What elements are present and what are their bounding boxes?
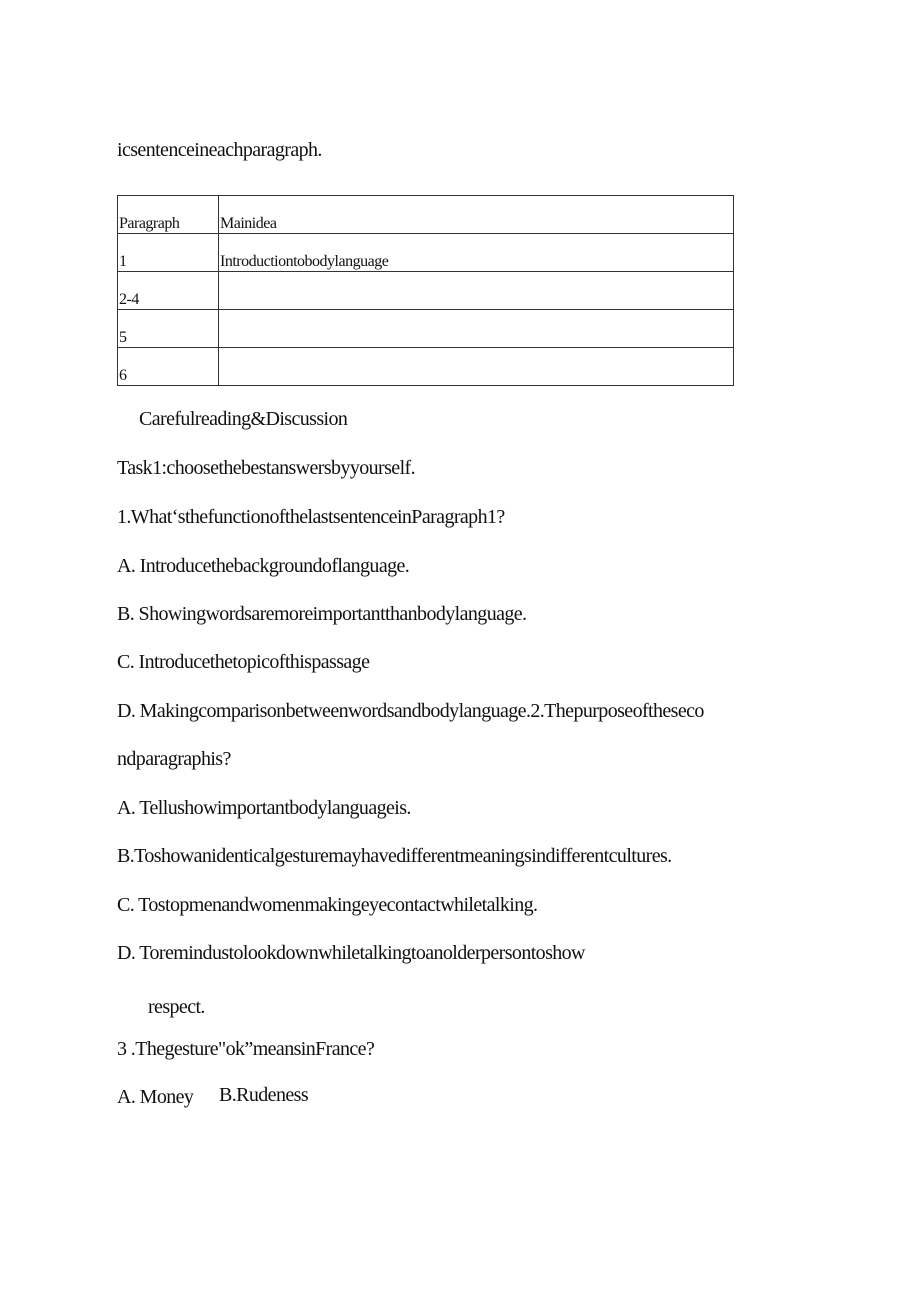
q2-option-d[interactable]: D. Toremindustolookdownwhiletalkingtoanolderpersontoshow	[117, 942, 585, 964]
cell-main-idea[interactable]	[219, 272, 734, 310]
section-heading: Carefulreading&Discussion	[139, 408, 348, 430]
table-row	[118, 234, 734, 272]
q1-option-a[interactable]: A. Introducethebackgroundoflanguage.	[117, 555, 410, 577]
header-paragraph: Paragraph	[118, 196, 219, 234]
q2-option-c[interactable]: C. Tostopmenandwomenmakingeyecontactwhiletalking.	[117, 894, 538, 916]
q1-option-d[interactable]: D. Makingcomparisonbetweenwordsandbodylanguage.2.Thepurposeofthesecο	[117, 700, 704, 722]
q3-stem: 3 .Thegesture"ok”meansinFrance?	[117, 1038, 375, 1060]
q3-option-b[interactable]: B.Rudeness	[219, 1084, 309, 1106]
cell-paragraph: 6	[118, 348, 219, 386]
cell-main-idea[interactable]: Introductiontobodylanguage	[219, 234, 734, 272]
q2-option-b[interactable]: B.Toshowanidenticalgesturemayhavedifferentmeaningsindifferentcultures.	[117, 845, 672, 867]
q2-option-a[interactable]: A. Tellushowimportantbodylanguageis.	[117, 797, 411, 819]
paragraph-main-idea-table	[117, 195, 734, 386]
q1-option-b[interactable]: B. Showingwordsaremoreimportantthanbodylanguage.	[117, 603, 527, 625]
q1-stem: 1.What‘sthefunctionofthelastsentenceinParagraph1?	[117, 506, 505, 528]
cell-paragraph: 5	[118, 310, 219, 348]
table-row	[118, 272, 734, 310]
header-main-idea: Mainidea	[219, 196, 734, 234]
cell-main-idea[interactable]	[219, 310, 734, 348]
q2-stem-continued: ndparagraphis?	[117, 748, 231, 770]
q1-option-c[interactable]: C. Introducethetopicofthispassage	[117, 651, 370, 673]
table-row	[118, 348, 734, 386]
intro-line: icsentenceineachparagraph.	[117, 139, 322, 161]
cell-paragraph: 2-4	[118, 272, 219, 310]
q3-option-a[interactable]: A. Money	[117, 1086, 194, 1108]
task-title: Task1:choosethebestanswersbyyourself.	[117, 457, 415, 479]
cell-main-idea[interactable]	[219, 348, 734, 386]
q2-option-d-continued: respect.	[148, 996, 205, 1018]
table-row	[118, 310, 734, 348]
table-header-row	[118, 196, 734, 234]
cell-paragraph: 1	[118, 234, 219, 272]
